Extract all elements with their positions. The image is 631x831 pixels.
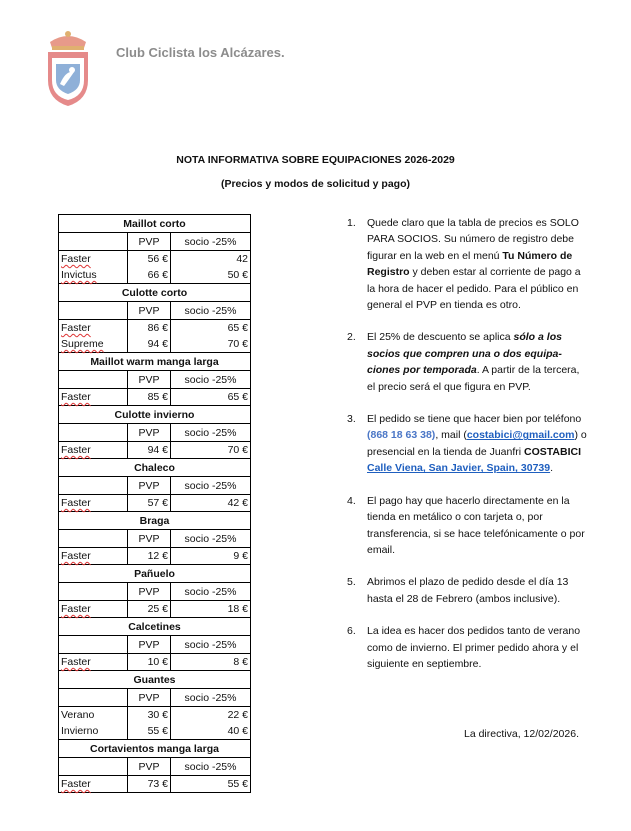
socio-header: socio -25% (171, 758, 251, 776)
column-header-row (59, 477, 251, 495)
section-title-row (59, 740, 251, 758)
socio-header: socio -25% (171, 302, 251, 320)
pvp-header: PVP (128, 424, 171, 442)
column-header-row (59, 530, 251, 548)
note-emphasis: sólo a los socios que compren una o dos equipa-ciones por temporada (367, 331, 562, 377)
section-title: Pañuelo (59, 565, 251, 583)
pvp-price: 10 € (128, 654, 171, 671)
socio-header: socio -25% (171, 477, 251, 495)
model-name-text: Faster (61, 603, 91, 615)
note-text: El pedido se tiene que hacer bien por teléfono (367, 413, 582, 426)
shop-name: COSTABICI (524, 445, 582, 458)
pvp-header: PVP (128, 583, 171, 601)
pvp-price: 86 € (128, 320, 171, 337)
empty-header (59, 302, 128, 320)
table-row (59, 336, 251, 353)
model-name-text: Invictus (61, 269, 97, 281)
document-subtitle: (Precios y modos de solicitud y pago) (220, 178, 411, 190)
empty-header (59, 636, 128, 654)
empty-header (59, 371, 128, 389)
model-name-text: Faster (61, 444, 91, 456)
socio-price: 8 € (171, 654, 251, 671)
pvp-header: PVP (128, 689, 171, 707)
model-name-text: Faster (61, 322, 91, 334)
table-row (59, 267, 251, 284)
socio-header: socio -25% (171, 530, 251, 548)
pvp-price: 56 € (128, 251, 171, 268)
pvp-header: PVP (128, 758, 171, 776)
signature: La directiva, 12/02/2026. (464, 728, 579, 740)
socio-price: 70 € (171, 336, 251, 353)
column-header-row (59, 233, 251, 251)
table-row (59, 320, 251, 337)
section-title-row (59, 215, 251, 233)
model-name (59, 336, 128, 353)
model-name (59, 548, 128, 565)
pvp-header: PVP (128, 233, 171, 251)
socio-price: 18 € (171, 601, 251, 618)
section-title-row (59, 671, 251, 689)
empty-header (59, 689, 128, 707)
socio-price: 70 € (171, 442, 251, 459)
model-name-text: Faster (61, 550, 91, 562)
model-name-text: Faster (61, 656, 91, 668)
note-3 (347, 411, 587, 477)
phone-number[interactable]: (868 18 63 38) (367, 429, 436, 442)
table-row (59, 442, 251, 459)
price-table (58, 214, 251, 793)
column-header-row (59, 424, 251, 442)
model-name (59, 320, 128, 337)
pvp-header: PVP (128, 371, 171, 389)
section-title-row (59, 406, 251, 424)
note-number: 4. (347, 494, 356, 507)
pvp-header: PVP (128, 302, 171, 320)
socio-price: 22 € (171, 707, 251, 724)
note-6 (347, 623, 587, 672)
table-row (59, 776, 251, 793)
column-header-row (59, 583, 251, 601)
pvp-price: 25 € (128, 601, 171, 618)
note-bold-text: Tu Número de Registro (367, 249, 573, 279)
table-row (59, 601, 251, 618)
column-header-row (59, 371, 251, 389)
pvp-price: 55 € (128, 723, 171, 740)
note-text: Quede claro que la tabla de precios es SOLO PARA SOCIOS. Su número de registro debe figurar en la web en el menú (367, 217, 579, 262)
pvp-price: 30 € (128, 707, 171, 724)
club-title: Club Ciclista los Alcázares. (116, 45, 285, 60)
pvp-price: 12 € (128, 548, 171, 565)
table-row (59, 389, 251, 406)
notes-list (347, 215, 587, 688)
model-name (59, 267, 128, 284)
pvp-price: 94 € (128, 442, 171, 459)
socio-price: 9 € (171, 548, 251, 565)
pvp-header: PVP (128, 636, 171, 654)
model-name: Invierno (59, 723, 128, 740)
socio-price: 50 € (171, 267, 251, 284)
note-text: La idea es hacer dos pedidos tanto de verano como de invierno. El primer pedido ahora y el siguiente en septiembre. (367, 625, 581, 670)
model-name (59, 442, 128, 459)
model-name-text: Faster (61, 778, 91, 790)
pvp-header: PVP (128, 477, 171, 495)
empty-header (59, 233, 128, 251)
note-1 (347, 215, 587, 313)
section-title: Cortavientos manga larga (59, 740, 251, 758)
note-number: 1. (347, 217, 356, 229)
section-title: Guantes (59, 671, 251, 689)
note-text: El 25% de descuento se aplica (367, 331, 514, 344)
column-header-row (59, 689, 251, 707)
empty-header (59, 477, 128, 495)
model-name: Verano (59, 707, 128, 724)
socio-price: 55 € (171, 776, 251, 793)
model-name (59, 776, 128, 793)
model-name (59, 601, 128, 618)
section-title-row (59, 512, 251, 530)
note-text: . A partir de la tercera, el precio será el que figura en PVP. (367, 364, 580, 393)
section-title: Culotte corto (59, 284, 251, 302)
model-name-text: Faster (61, 497, 91, 509)
table-row (59, 707, 251, 724)
socio-header: socio -25% (171, 689, 251, 707)
note-number: 3. (347, 413, 356, 426)
section-title-row (59, 284, 251, 302)
empty-header (59, 424, 128, 442)
note-number: 5. (347, 576, 356, 589)
section-title: Culotte invierno (59, 406, 251, 424)
model-name-text: Supreme (61, 338, 104, 350)
club-logo (40, 28, 96, 108)
note-text: El pago hay que hacerlo directamente en la tienda en metálico o con tarjeta o, por transferencia, si se hace telefónicamente o por email. (367, 494, 585, 556)
model-name (59, 251, 128, 268)
socio-header: socio -25% (171, 233, 251, 251)
socio-header: socio -25% (171, 583, 251, 601)
socio-price: 40 € (171, 723, 251, 740)
table-row (59, 548, 251, 565)
pvp-price: 94 € (128, 336, 171, 353)
socio-price: 42 € (171, 495, 251, 512)
section-title-row (59, 565, 251, 583)
email-link[interactable]: costabici@gmail.com (466, 429, 575, 442)
section-title-row (59, 353, 251, 371)
section-title: Maillot corto (59, 215, 251, 233)
note-text: ) o presencial en la tienda de Juanfri (367, 429, 587, 458)
column-header-row (59, 758, 251, 776)
section-title: Braga (59, 512, 251, 530)
empty-header (59, 530, 128, 548)
empty-header (59, 583, 128, 601)
note-text: y deben estar al corriente de pago a la hora de hacer el pedido. Para el público en general el PVP en tienda es otro. (367, 266, 581, 312)
model-name (59, 389, 128, 406)
section-title-row (59, 459, 251, 477)
socio-price: 65 € (171, 389, 251, 406)
section-title: Chaleco (59, 459, 251, 477)
note-number: 2. (347, 331, 356, 344)
note-2 (347, 329, 587, 395)
model-name-text: Faster (61, 253, 91, 265)
note-5 (347, 574, 587, 607)
note-number: 6. (347, 625, 356, 638)
club-crest-icon (40, 28, 96, 108)
socio-header: socio -25% (171, 424, 251, 442)
pvp-price: 66 € (128, 267, 171, 284)
empty-header (59, 758, 128, 776)
pvp-header: PVP (128, 530, 171, 548)
model-name-text: Faster (61, 391, 91, 403)
table-row (59, 251, 251, 268)
note-4 (347, 493, 587, 559)
socio-header: socio -25% (171, 371, 251, 389)
address-link[interactable]: Calle Viena, San Javier, Spain, 30739 (367, 462, 551, 475)
socio-price: 65 € (171, 320, 251, 337)
column-header-row (59, 302, 251, 320)
table-row (59, 723, 251, 740)
socio-header: socio -25% (171, 636, 251, 654)
pvp-price: 85 € (128, 389, 171, 406)
note-text: . (550, 462, 554, 475)
socio-price: 42 (171, 251, 251, 268)
section-title-row (59, 618, 251, 636)
table-row (59, 654, 251, 671)
model-name (59, 495, 128, 512)
section-title: Maillot warm manga larga (59, 353, 251, 371)
document-title: NOTA INFORMATIVA SOBRE EQUIPACIONES 2026-2029 (176, 154, 455, 166)
pvp-price: 57 € (128, 495, 171, 512)
table-row (59, 495, 251, 512)
note-text: , mail ( (435, 429, 467, 442)
column-header-row (59, 636, 251, 654)
pvp-price: 73 € (128, 776, 171, 793)
model-name (59, 654, 128, 671)
note-text: Abrimos el plazo de pedido desde el día 13 hasta el 28 de Febrero (ambos inclusive). (367, 576, 569, 605)
section-title: Calcetines (59, 618, 251, 636)
